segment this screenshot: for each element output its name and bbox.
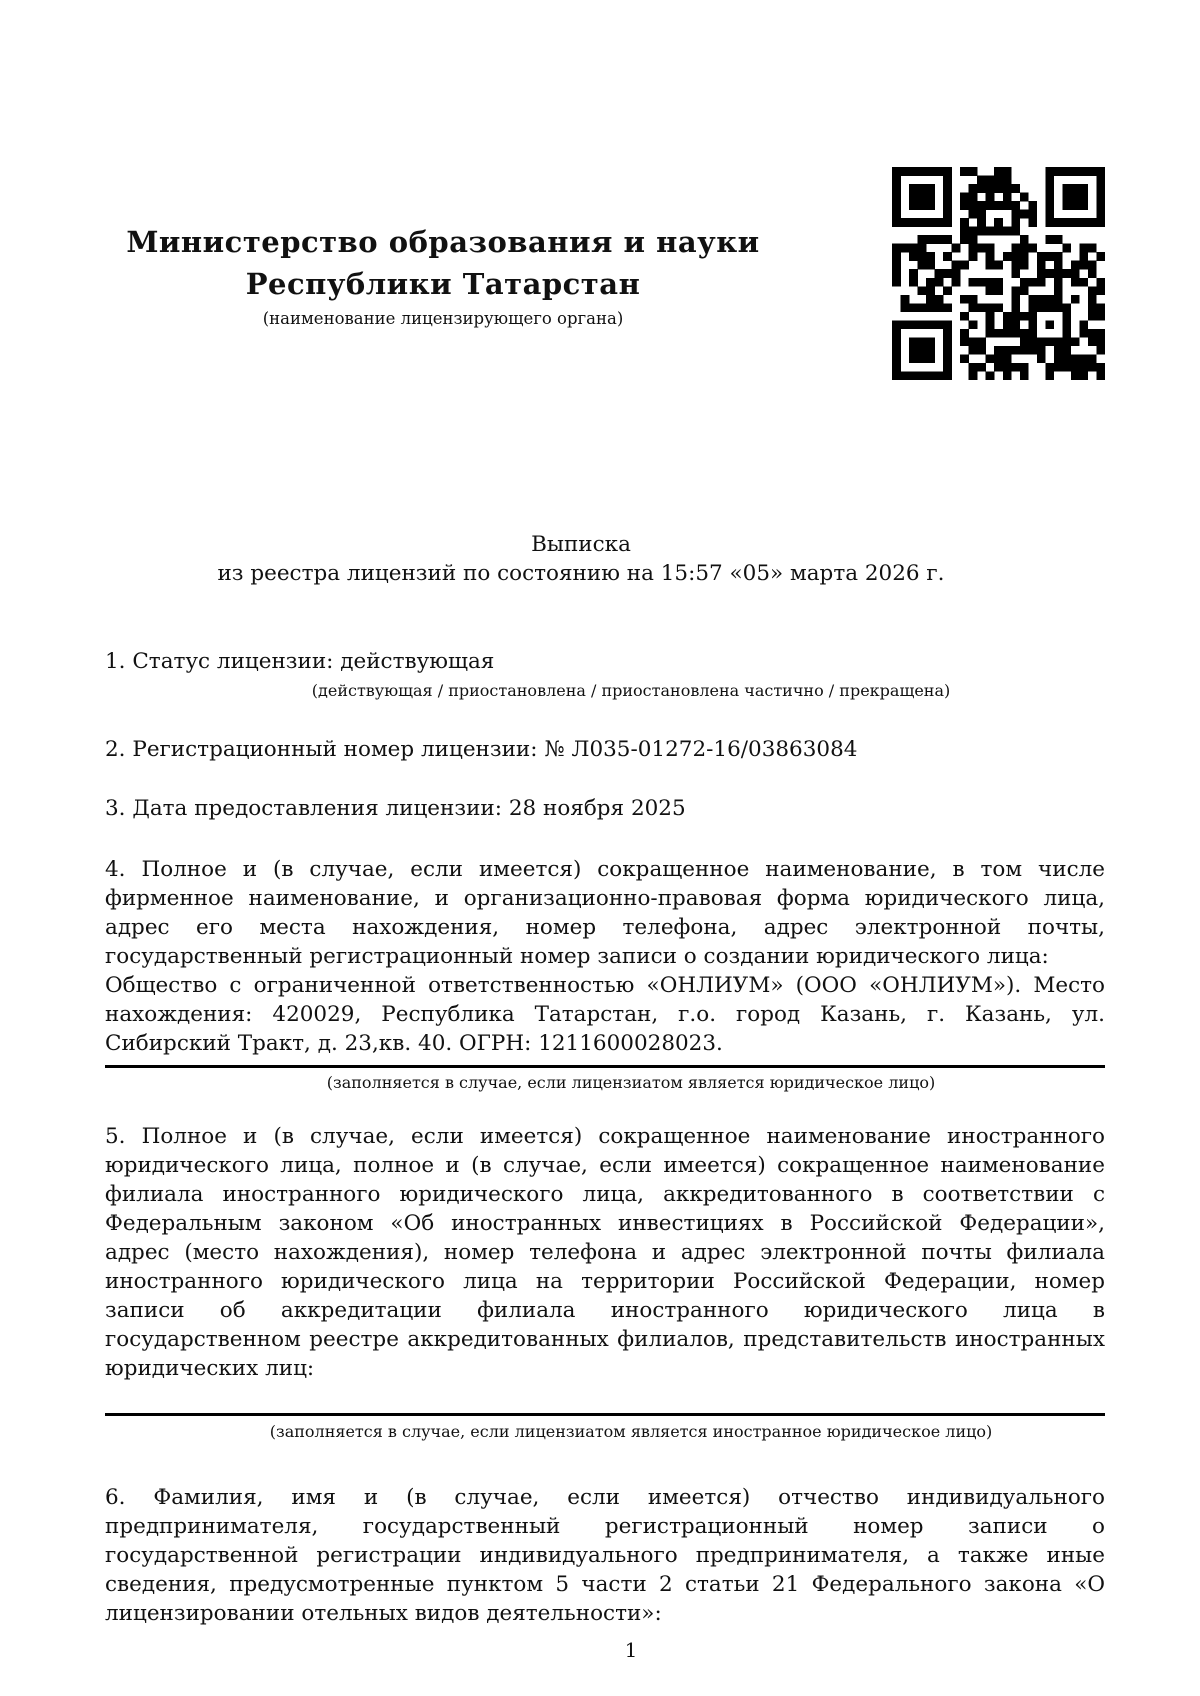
legal-entity-rule-caption: (заполняется в случае, если лицензиатом является юридическое лицо) [326, 1073, 936, 1092]
document-title [105, 530, 1105, 588]
license-status-options-caption: (действующая / приостановлена / приостановлена частично / прекращена) [311, 681, 951, 700]
licensing-authority-block [105, 167, 892, 330]
legal-entity-value: Общество с ограниченной ответственностью «ОНЛИУМ» (ООО «ОНЛИУМ»). Место нахождения: 420029, Республика Татарстан, г.о. город Казань, г. Казань, ул. Сибирский Тракт, д. 23,кв. 40. ОГРН: 1211600028023. [105, 973, 1105, 1056]
item-6-entrepreneur [105, 1483, 1105, 1628]
registration-number-text: 2. Регистрационный номер лицензии: № Л035-01272-16/03863084 [105, 737, 858, 762]
item-5-foreign-entity [105, 1122, 1105, 1443]
entrepreneur-description: 6. Фамилия, имя и (в случае, если имеется) отчество индивидуального предпринимателя, государственный регистрационный номер записи о государственной регистрации индивидуального предпринимателя, а также иные сведения, предусмотренные пунктом 5 части 2 статьи 21 Федерального закона «О лицензировании отельных видов деятельности»: [105, 1485, 1105, 1626]
grant-date-text: 3. Дата предоставления лицензии: 28 ноября 2025 [105, 796, 686, 821]
foreign-entity-description: 5. Полное и (в случае, если имеется) сокращенное наименование иностранного юридического лица, полное и (в случае, если имеется) сокращенное наименование филиала иностранного юридического лица, аккредитованного в соответствии с Федеральным законом «Об иностранных инвестициях в Российской Федерации», адрес (место нахождения), номер телефона и адрес электронной почты филиала иностранного юридического лица на территории Российской Федерации, номер записи об аккредитации филиала иностранного юридического лица в государственном реестре аккредитованных филиалов, представительств иностранных юридических лиц: [105, 1124, 1105, 1381]
qr-code [892, 167, 1105, 380]
document-title-line2: из реестра лицензий по состоянию на 15:57 «05» марта 2026 г. [217, 561, 945, 586]
document-header [105, 0, 1105, 380]
foreign-entity-rule-caption: (заполняется в случае, если лицензиатом является иностранное юридическое лицо) [269, 1422, 993, 1441]
item-2-registration-number [105, 735, 1105, 764]
foreign-entity-rule [105, 1413, 1105, 1416]
license-status-text: 1. Статус лицензии: действующая [105, 649, 495, 674]
legal-entity-description: 4. Полное и (в случае, если имеется) сокращенное наименование, в том числе фирменное наименование, и организационно-правовая форма юридического лица, адрес его места нахождения, номер телефона, адрес электронной почты, государственный регистрационный номер записи о создании юридического лица: [105, 857, 1105, 969]
legal-entity-rule [105, 1065, 1105, 1068]
item-3-grant-date [105, 794, 1105, 823]
ministry-name [105, 221, 781, 305]
item-1-license-status [105, 647, 1105, 702]
page-number: 1 [624, 1638, 638, 1662]
ministry-name-line1: Министерство образования и науки [126, 225, 760, 259]
document-title-line1: Выписка [531, 532, 631, 557]
ministry-caption: (наименование лицензирующего органа) [262, 309, 624, 328]
ministry-name-line2: Республики Татарстан [245, 267, 641, 301]
item-4-legal-entity [105, 855, 1105, 1094]
